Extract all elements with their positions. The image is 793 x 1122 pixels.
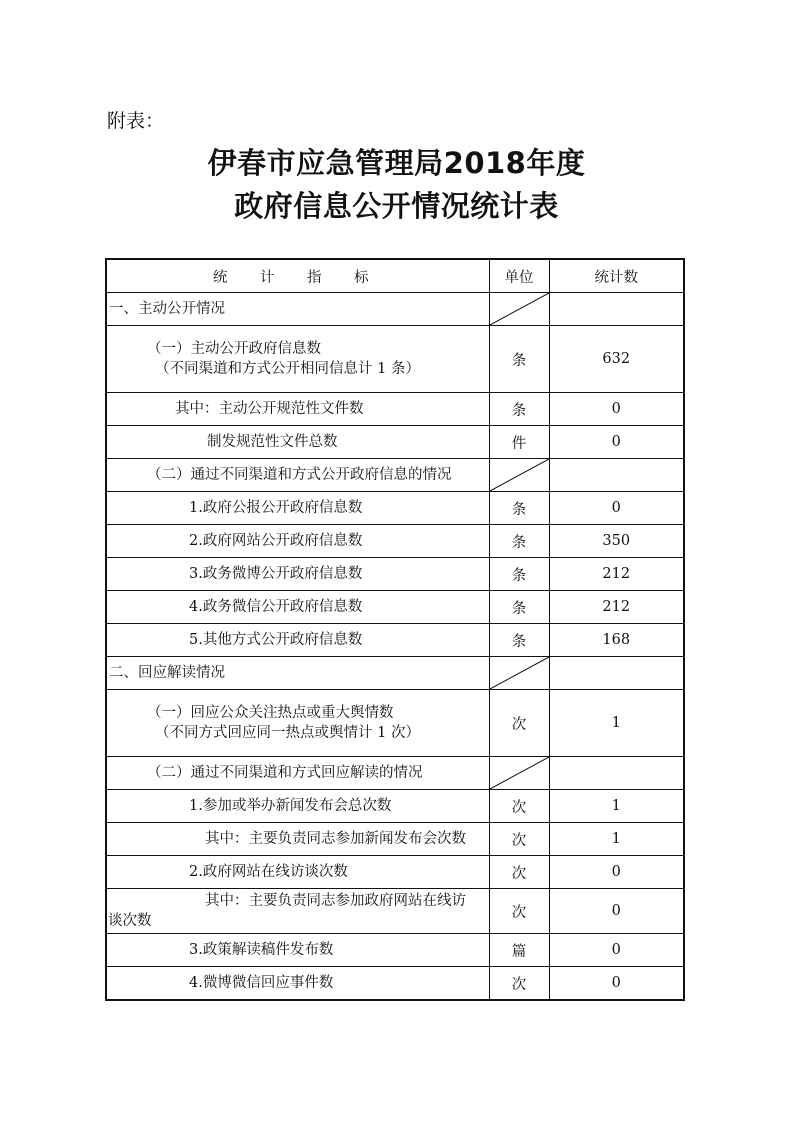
- row-label: 1.政府公报公开政府信息数: [106, 492, 489, 525]
- row-label: 制发规范性文件总数: [106, 426, 489, 459]
- row-count: 0: [549, 934, 684, 967]
- row-unit: 次: [489, 967, 549, 1001]
- diagonal-cell: [489, 459, 549, 492]
- row-count: 1: [549, 790, 684, 823]
- table-row: [106, 657, 684, 690]
- table-row: [106, 393, 684, 426]
- page-title: 伊春市应急管理局2018年度: [207, 146, 586, 180]
- row-label-line2: 谈次数: [108, 913, 152, 929]
- row-label: 其中：主动公开规范性文件数: [106, 393, 489, 426]
- table-row: [106, 459, 684, 492]
- diagonal-cell: [489, 757, 549, 790]
- row-label: 3.政策解读稿件发布数: [106, 934, 489, 967]
- row-label: 一、主动公开情况: [106, 293, 489, 326]
- row-label: [106, 690, 489, 757]
- row-count: [549, 459, 684, 492]
- row-unit: 条: [489, 492, 549, 525]
- table-row: [106, 426, 684, 459]
- row-count: 1: [549, 823, 684, 856]
- table-row: [106, 757, 684, 790]
- row-label-line1: 其中：主要负责同志参加政府网站在线访: [205, 893, 466, 909]
- table-row: [106, 492, 684, 525]
- table-row: [106, 790, 684, 823]
- row-unit: 篇: [489, 934, 549, 967]
- row-label: 5.其他方式公开政府信息数: [106, 624, 489, 657]
- table-row: [106, 690, 684, 757]
- row-unit: 条: [489, 525, 549, 558]
- row-label: （二）通过不同渠道和方式回应解读的情况: [106, 757, 489, 790]
- row-label: 1.参加或举办新闻发布会总次数: [106, 790, 489, 823]
- row-label: 2.政府网站在线访谈次数: [106, 856, 489, 889]
- table-row: [106, 326, 684, 393]
- annex-label: 附表：: [107, 110, 165, 132]
- row-label: 其中：主要负责同志参加新闻发布会次数: [106, 823, 489, 856]
- row-count: [549, 293, 684, 326]
- row-label: 4.微博微信回应事件数: [106, 967, 489, 1001]
- row-count: 0: [549, 856, 684, 889]
- row-count: 0: [549, 889, 684, 934]
- row-unit: 条: [489, 591, 549, 624]
- page-subtitle: 政府信息公开情况统计表: [234, 189, 559, 223]
- header-indicator: 统 计 指 标: [106, 259, 489, 293]
- row-count: 0: [549, 492, 684, 525]
- table-row: [106, 558, 684, 591]
- diagonal-cell: [489, 657, 549, 690]
- table-header-row: [106, 259, 684, 293]
- row-label: 二、回应解读情况: [106, 657, 489, 690]
- row-label: 3.政务微博公开政府信息数: [106, 558, 489, 591]
- row-unit: 条: [489, 558, 549, 591]
- row-count: [549, 757, 684, 790]
- table-row: [106, 889, 684, 934]
- row-label-line2: （不同渠道和方式公开相同信息计 1 条）: [155, 361, 420, 377]
- row-unit: 条: [489, 624, 549, 657]
- table-row: [106, 591, 684, 624]
- row-count: [549, 657, 684, 690]
- header-unit: 单位: [489, 259, 549, 293]
- table-row: [106, 934, 684, 967]
- row-count: 632: [549, 326, 684, 393]
- table-row: [106, 856, 684, 889]
- row-label: （二）通过不同渠道和方式公开政府信息的情况: [106, 459, 489, 492]
- row-label: 2.政府网站公开政府信息数: [106, 525, 489, 558]
- row-unit: 件: [489, 426, 549, 459]
- diagonal-cell: [489, 293, 549, 326]
- row-unit: 次: [489, 823, 549, 856]
- row-unit: 次: [489, 889, 549, 934]
- statistics-table: [105, 258, 685, 1001]
- row-count: 212: [549, 558, 684, 591]
- row-count: 1: [549, 690, 684, 757]
- row-count: 0: [549, 393, 684, 426]
- row-unit: 次: [489, 790, 549, 823]
- table-row: [106, 293, 684, 326]
- table-row: [106, 823, 684, 856]
- row-unit: 条: [489, 326, 549, 393]
- row-count: 0: [549, 426, 684, 459]
- row-count: 168: [549, 624, 684, 657]
- row-label-line1: （一）回应公众关注热点或重大舆情数: [147, 705, 394, 721]
- row-label-line2: （不同方式回应同一热点或舆情计 1 次）: [155, 725, 420, 741]
- table-row: [106, 624, 684, 657]
- header-count: 统计数: [549, 259, 684, 293]
- row-unit: 条: [489, 393, 549, 426]
- row-label: [106, 889, 489, 934]
- row-count: 212: [549, 591, 684, 624]
- table-row: [106, 967, 684, 1001]
- row-unit: 次: [489, 856, 549, 889]
- row-count: 0: [549, 967, 684, 1001]
- row-label: [106, 326, 489, 393]
- row-label: 4.政务微信公开政府信息数: [106, 591, 489, 624]
- table-row: [106, 525, 684, 558]
- row-label-line1: （一）主动公开政府信息数: [147, 341, 321, 357]
- row-unit: 次: [489, 690, 549, 757]
- row-count: 350: [549, 525, 684, 558]
